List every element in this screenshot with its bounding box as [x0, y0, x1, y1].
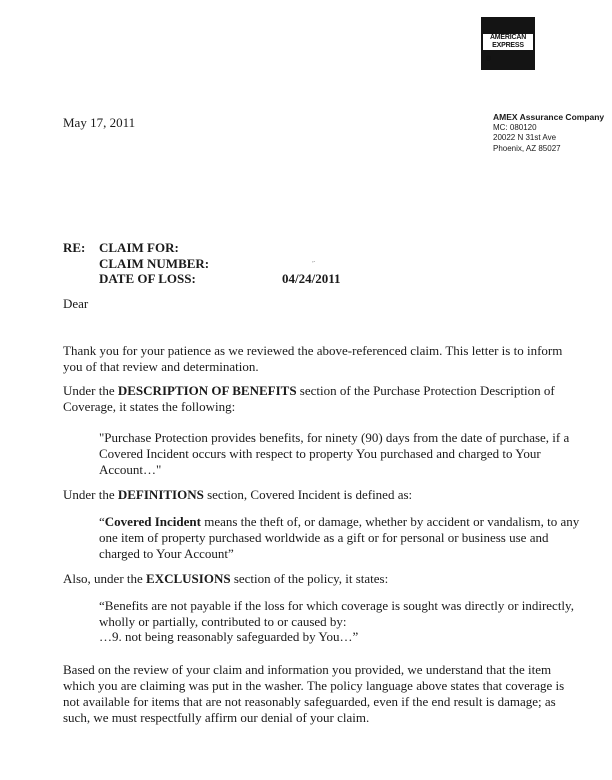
sender-company: AMEX Assurance Company — [493, 112, 605, 122]
logo-text-line-1: AMERICAN — [483, 34, 533, 42]
re-label: RE: — [63, 240, 86, 255]
exclusions-heading: EXCLUSIONS — [146, 571, 231, 586]
exclusions-pre: Also, under the — [63, 571, 147, 586]
letter-date: May 17, 2011 — [63, 115, 136, 130]
definitions-heading: DEFINITIONS — [117, 487, 204, 502]
sender-address — [493, 112, 604, 154]
conclusion-paragraph: Based on the review of your claim and information you provided, we understand that the item which you are claiming was put in the washer. The policy language above states that coverage is not available for items that are not reasonably safeguarded, even if the end result is damage; as such, we must respectfully affirm our denial of your claim. — [63, 662, 565, 725]
benefits-paragraph — [63, 383, 583, 415]
date-of-loss-value: 04/24/2011 — [282, 271, 341, 286]
definitions-post: section, Covered Incident is defined as: — [203, 487, 413, 502]
benefits-post: section of the Purchase Protection Description of Coverage, it states the following: — [63, 383, 555, 414]
benefits-quote: "Purchase Protection provides benefits, for ninety (90) days from the date of purchase, if a Covered Incident occurs with respect to property You purchased and charged to Your Account…" — [99, 430, 570, 477]
claim-for-label: CLAIM FOR: — [99, 240, 179, 255]
date-of-loss-label: DATE OF LOSS: — [99, 271, 196, 286]
sender-mc: MC: 080120 — [493, 122, 537, 132]
logo-text-line-2: EXPRESS — [483, 42, 533, 50]
exclusions-paragraph — [63, 571, 583, 587]
exclusion-item-9: …9. not being reasonably safeguarded by You…” — [99, 629, 359, 644]
definitions-quote — [99, 514, 587, 562]
definitions-quote-rest: means the theft of, or damage, whether by accident or vandalism, to any one item of property purchased worldwide as a gift or for personal or business use and charged to Your Account” — [99, 514, 580, 561]
sender-city: Phoenix, AZ 85027 — [493, 143, 561, 153]
benefits-heading: DESCRIPTION OF BENEFITS — [117, 383, 297, 398]
covered-incident-term: Covered Incident — [104, 514, 201, 529]
exclusions-quote: “Benefits are not payable if the loss for which coverage is sought was directly or indirectly, wholly or partially, contributed to or caused by: — [99, 598, 574, 629]
salutation: Dear — [63, 296, 89, 311]
re-block — [99, 240, 209, 287]
definitions-paragraph — [63, 487, 583, 503]
intro-paragraph: Thank you for your patience as we reviewed the above-referenced claim. This letter is to inform you of that review and determination. — [63, 343, 563, 374]
sender-street: 20022 N 31st Ave — [493, 133, 557, 142]
definitions-pre: Under the — [63, 487, 118, 502]
benefits-pre: Under the — [63, 383, 118, 398]
scan-speck: ,. — [312, 256, 316, 264]
definitions-quote-open: “ — [99, 514, 105, 529]
exclusions-post: section of the policy, it states: — [230, 571, 389, 586]
claim-number-label: CLAIM NUMBER: — [99, 255, 210, 271]
registered-mark: ® — [486, 56, 492, 63]
